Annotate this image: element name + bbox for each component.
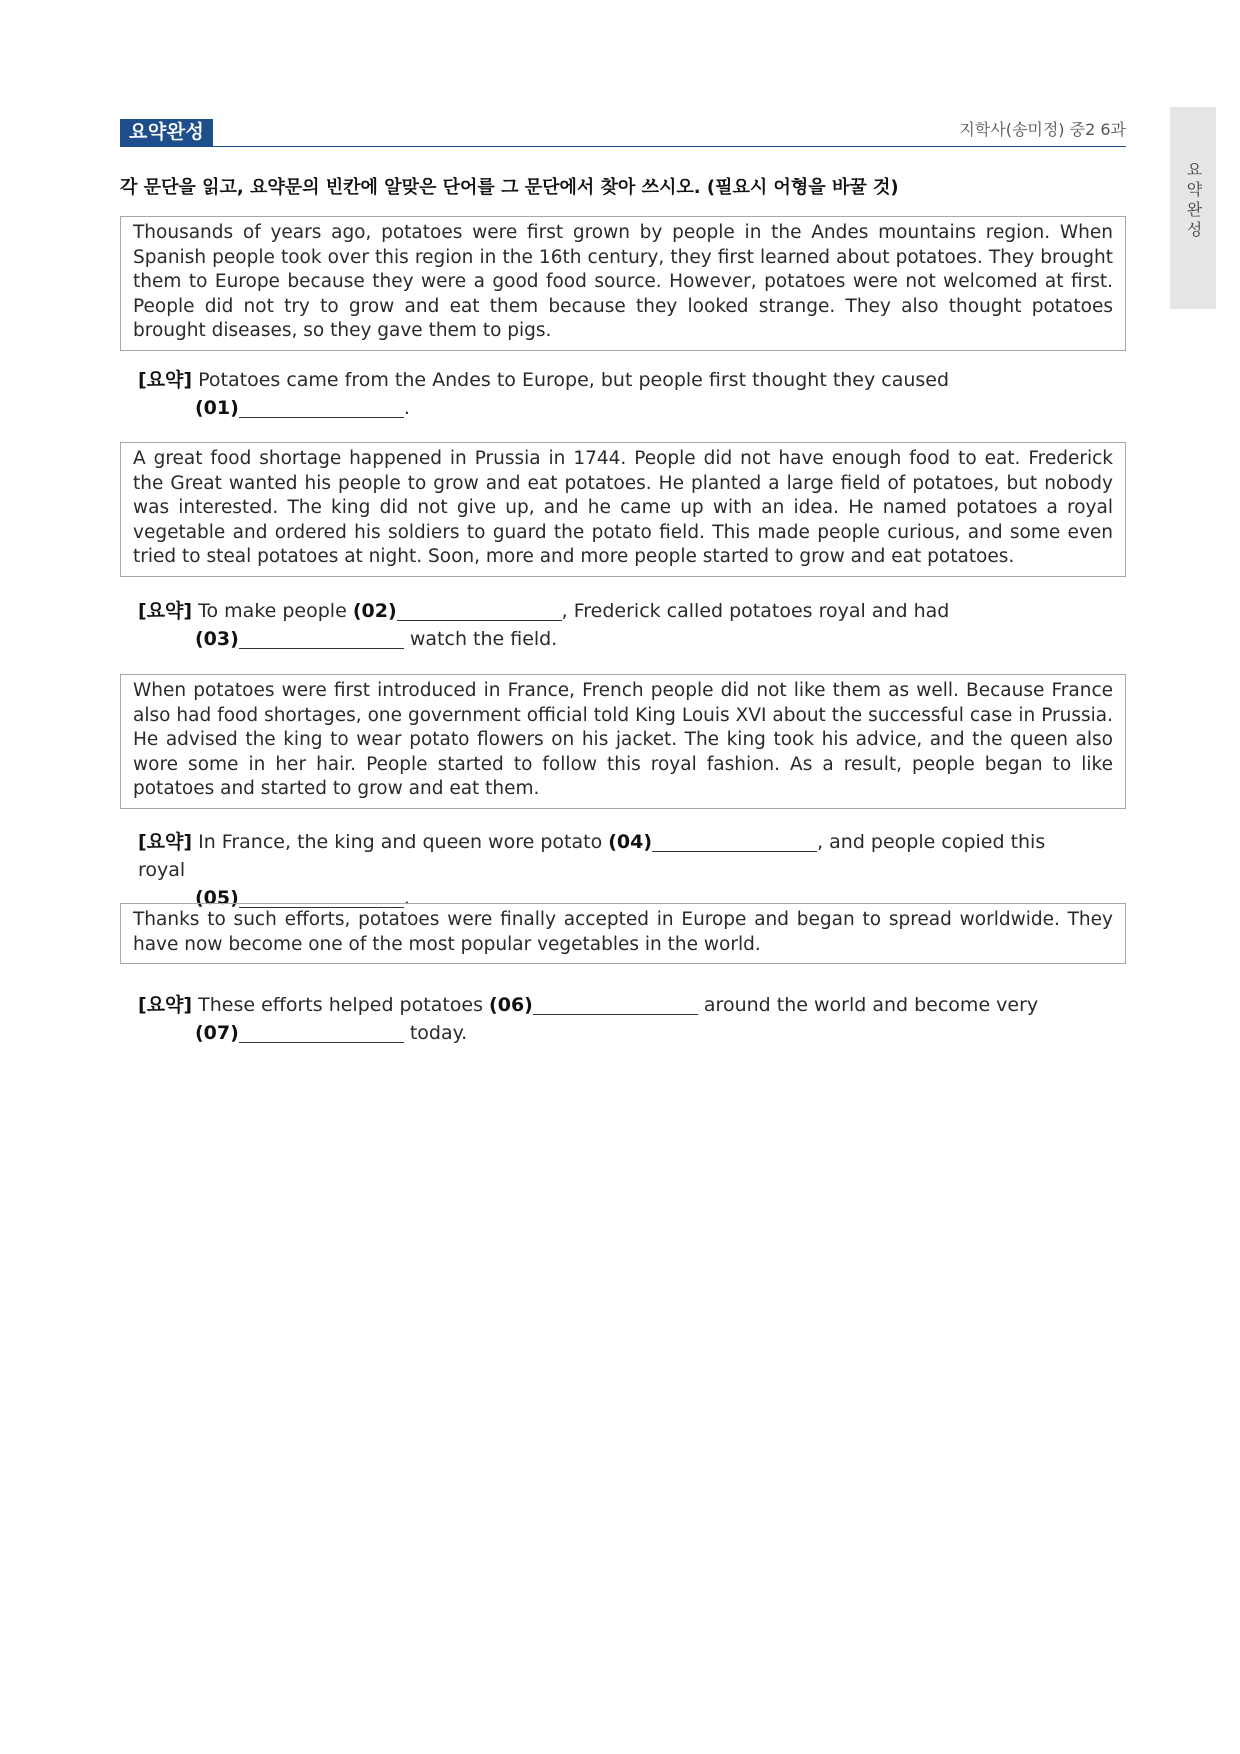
summary-text: In France, the king and queen wore potato — [198, 831, 603, 853]
passage-3: When potatoes were first introduced in France, French people did not like them as well. Because France also had food shortages, one government official told King Louis XVI about the successful case in Prussia. He advised the king to wear potato flowers on his jacket. The king took his advice, and the queen also wore some in her hair. People started to follow this royal fashion. As a result, people began to like potatoes and started to grow and eat them. — [120, 674, 1126, 809]
summary-tag: [요약] — [138, 831, 193, 853]
answer-blank-06[interactable] — [533, 994, 698, 1015]
summary-tag: [요약] — [138, 369, 193, 391]
blank-number-03: (03) — [195, 628, 239, 650]
summary-text: , Frederick called potatoes royal and had — [561, 600, 950, 622]
summary-text: These efforts helped potatoes — [198, 994, 483, 1016]
blank-number-07: (07) — [195, 1022, 239, 1044]
summary-2 — [138, 597, 1098, 653]
answer-blank-07[interactable] — [239, 1022, 404, 1043]
instruction-text: 각 문단을 읽고, 요약문의 빈칸에 알맞은 단어를 그 문단에서 찾아 쓰시오. (필요시 어형을 바꿀 것) — [120, 177, 899, 198]
summary-4 — [138, 991, 1098, 1047]
summary-text: . — [403, 397, 410, 419]
blank-number-05: (05) — [195, 887, 239, 909]
summary-text: , and people copied this royal — [138, 831, 1046, 881]
passage-2: A great food shortage happened in Prussia in 1744. People did not have enough food to eat. Frederick the Great wanted his people to grow and eat potatoes. He planted a large field of potatoes, but nobody was interested. The king did not give up, and he came up with an idea. He named potatoes a royal vegetable and ordered his soldiers to guard the potato field. This made people curious, and some even tried to steal potatoes at night. Soon, more and more people started to grow and eat potatoes. — [120, 442, 1126, 577]
summary-text: To make people — [198, 600, 347, 622]
textbook-info: 지학사(송미정) 중2 6과 — [959, 120, 1126, 139]
summary-1 — [138, 366, 1098, 422]
summary-text: . — [403, 887, 410, 909]
summary-3 — [138, 828, 1098, 912]
summary-tag: [요약] — [138, 600, 193, 622]
passage-4: Thanks to such efforts, potatoes were finally accepted in Europe and began to spread worldwide. They have now become one of the most popular vegetables in the world. — [120, 903, 1126, 964]
answer-blank-04[interactable] — [652, 831, 817, 852]
summary-text: today. — [409, 1022, 468, 1044]
answer-blank-01[interactable] — [239, 397, 404, 418]
summary-text: watch the field. — [409, 628, 558, 650]
summary-tag: [요약] — [138, 994, 193, 1016]
answer-blank-02[interactable] — [397, 600, 562, 621]
blank-number-01: (01) — [195, 397, 239, 419]
section-badge: 요약완성 — [120, 119, 213, 146]
side-tab-label: 요약완성 — [1184, 161, 1203, 241]
blank-number-02: (02) — [352, 600, 397, 622]
blank-number-04: (04) — [608, 831, 653, 853]
side-tab — [1170, 107, 1216, 309]
summary-text: around the world and become very — [703, 994, 1039, 1016]
answer-blank-03[interactable] — [239, 628, 404, 649]
summary-text: Potatoes came from the Andes to Europe, but people first thought they caused — [198, 369, 950, 391]
blank-number-06: (06) — [489, 994, 533, 1016]
page-header — [120, 118, 1126, 147]
passage-1: Thousands of years ago, potatoes were first grown by people in the Andes mountains region. When Spanish people took over this region in the 16th century, they first learned about potatoes. They brought them to Europe because they were a good food source. However, potatoes were not welcomed at first. People did not try to grow and eat them because they looked strange. They also thought potatoes brought diseases, so they gave them to pigs. — [120, 216, 1126, 351]
